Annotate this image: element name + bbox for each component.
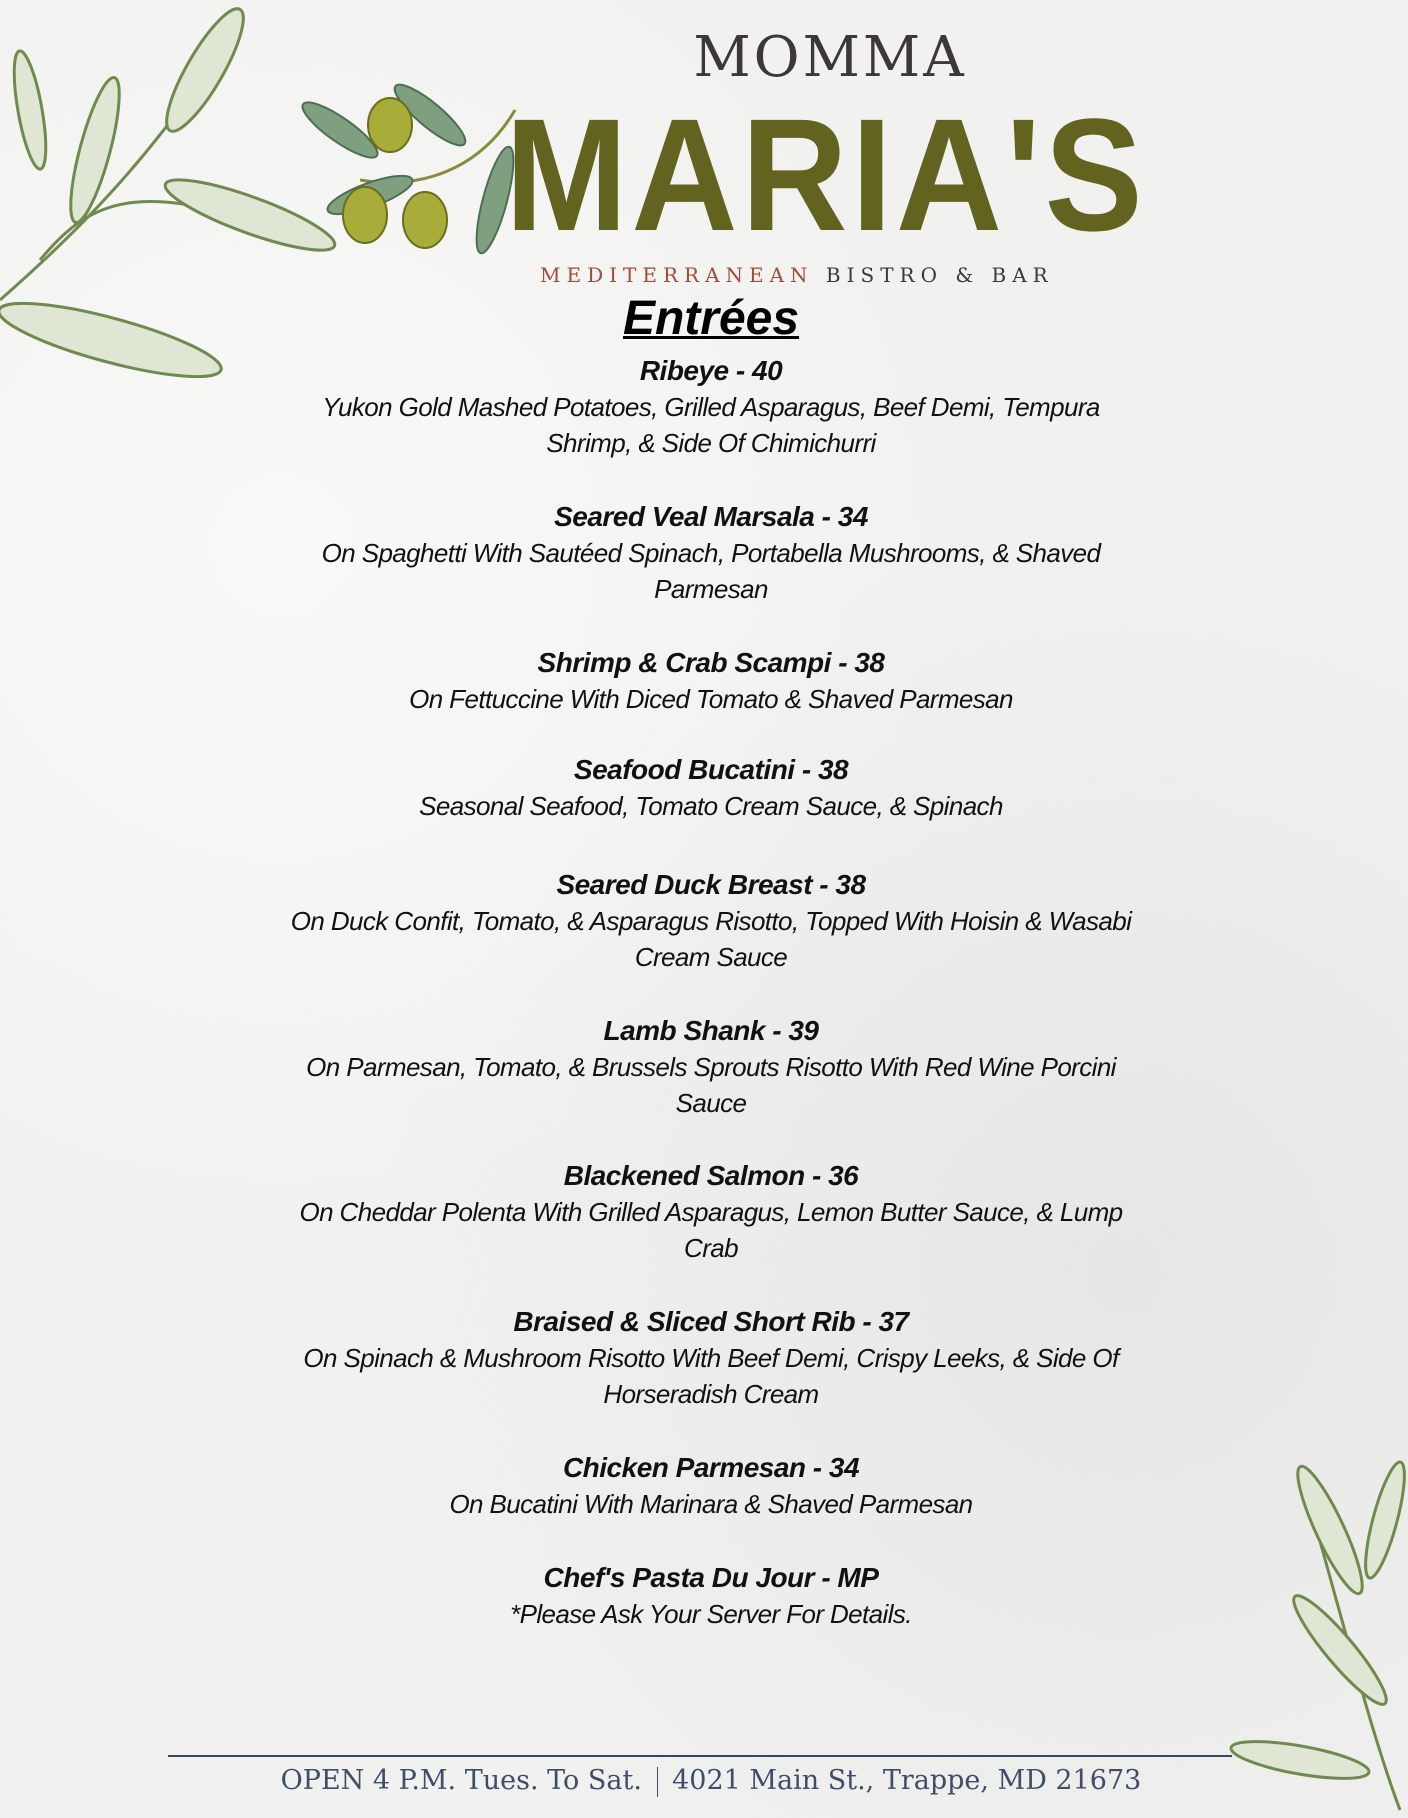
menu-item-description: Seasonal Seafood, Tomato Cream Sauce, & Spinach xyxy=(419,791,1003,821)
menu-item-title: Ribeye - 40 xyxy=(639,355,783,386)
menu-item xyxy=(0,752,1408,824)
menu-item xyxy=(0,499,1408,607)
menu-item xyxy=(0,1560,1408,1632)
menu-item-description: Shrimp, & Side Of Chimichurri xyxy=(546,428,876,458)
olive-sprig-icon xyxy=(300,70,530,260)
footer xyxy=(0,1764,1408,1798)
menu-item-description: On Cheddar Polenta With Grilled Asparagus, Lemon Butter Sauce, & Lump xyxy=(299,1197,1123,1227)
logo-tagline xyxy=(540,264,1054,286)
menu-item-description: On Duck Confit, Tomato, & Asparagus Risotto, Topped With Hoisin & Wasabi xyxy=(290,906,1132,936)
menu-item xyxy=(0,1450,1408,1522)
menu-item-title: Seared Veal Marsala - 34 xyxy=(554,501,868,532)
tagline-bistro: BISTRO & BAR xyxy=(825,263,1054,287)
menu-item-description: Sauce xyxy=(675,1088,747,1118)
menu-item-title: Shrimp & Crab Scampi - 38 xyxy=(537,647,885,678)
menu-item-title: Braised & Sliced Short Rib - 37 xyxy=(513,1306,909,1337)
menu-item xyxy=(0,353,1408,461)
menu-item-title: Chef's Pasta Du Jour - MP xyxy=(543,1562,879,1593)
menu-item xyxy=(0,1013,1408,1121)
tagline-mediterranean: MEDITERRANEAN xyxy=(540,263,814,287)
menu-item-description: Parmesan xyxy=(654,574,768,604)
menu-item xyxy=(0,1158,1408,1266)
menu-item xyxy=(0,867,1408,975)
footer-divider xyxy=(168,1755,1232,1757)
page-title: Entrées xyxy=(622,292,800,345)
menu-item-description: Crab xyxy=(684,1233,738,1263)
footer-hours: OPEN 4 P.M. Tues. To Sat. xyxy=(280,1765,642,1796)
logo-momma: MOMMA xyxy=(693,25,967,90)
footer-separator xyxy=(657,1767,658,1797)
menu-item-description: Cream Sauce xyxy=(634,942,788,972)
menu-item-description: On Spinach & Mushroom Risotto With Beef Demi, Crispy Leeks, & Side Of xyxy=(303,1343,1119,1373)
menu-item-title: Lamb Shank - 39 xyxy=(603,1015,819,1046)
menu-item-description: *Please Ask Your Server For Details. xyxy=(510,1599,912,1629)
menu-item-title: Seafood Bucatini - 38 xyxy=(573,754,849,785)
footer-address: 4021 Main St., Trappe, MD 21673 xyxy=(672,1765,1142,1796)
menu-item-description: On Fettuccine With Diced Tomato & Shaved Parmesan xyxy=(409,684,1013,714)
menu-item xyxy=(0,645,1408,717)
menu-item xyxy=(0,1304,1408,1412)
menu-item-description: Yukon Gold Mashed Potatoes, Grilled Asparagus, Beef Demi, Tempura xyxy=(322,392,1100,422)
logo-marias: MARIA'S xyxy=(505,85,1147,264)
menu-item-description: On Spaghetti With Sautéed Spinach, Portabella Mushrooms, & Shaved xyxy=(321,538,1101,568)
menu-item-description: Horseradish Cream xyxy=(603,1379,819,1409)
menu-item-description: On Bucatini With Marinara & Shaved Parmesan xyxy=(449,1489,973,1519)
menu-item-description: On Parmesan, Tomato, & Brussels Sprouts Risotto With Red Wine Porcini xyxy=(306,1052,1116,1082)
menu-item-title: Chicken Parmesan - 34 xyxy=(562,1452,860,1483)
menu-item-title: Seared Duck Breast - 38 xyxy=(556,869,866,900)
menu-item-title: Blackened Salmon - 36 xyxy=(563,1160,859,1191)
